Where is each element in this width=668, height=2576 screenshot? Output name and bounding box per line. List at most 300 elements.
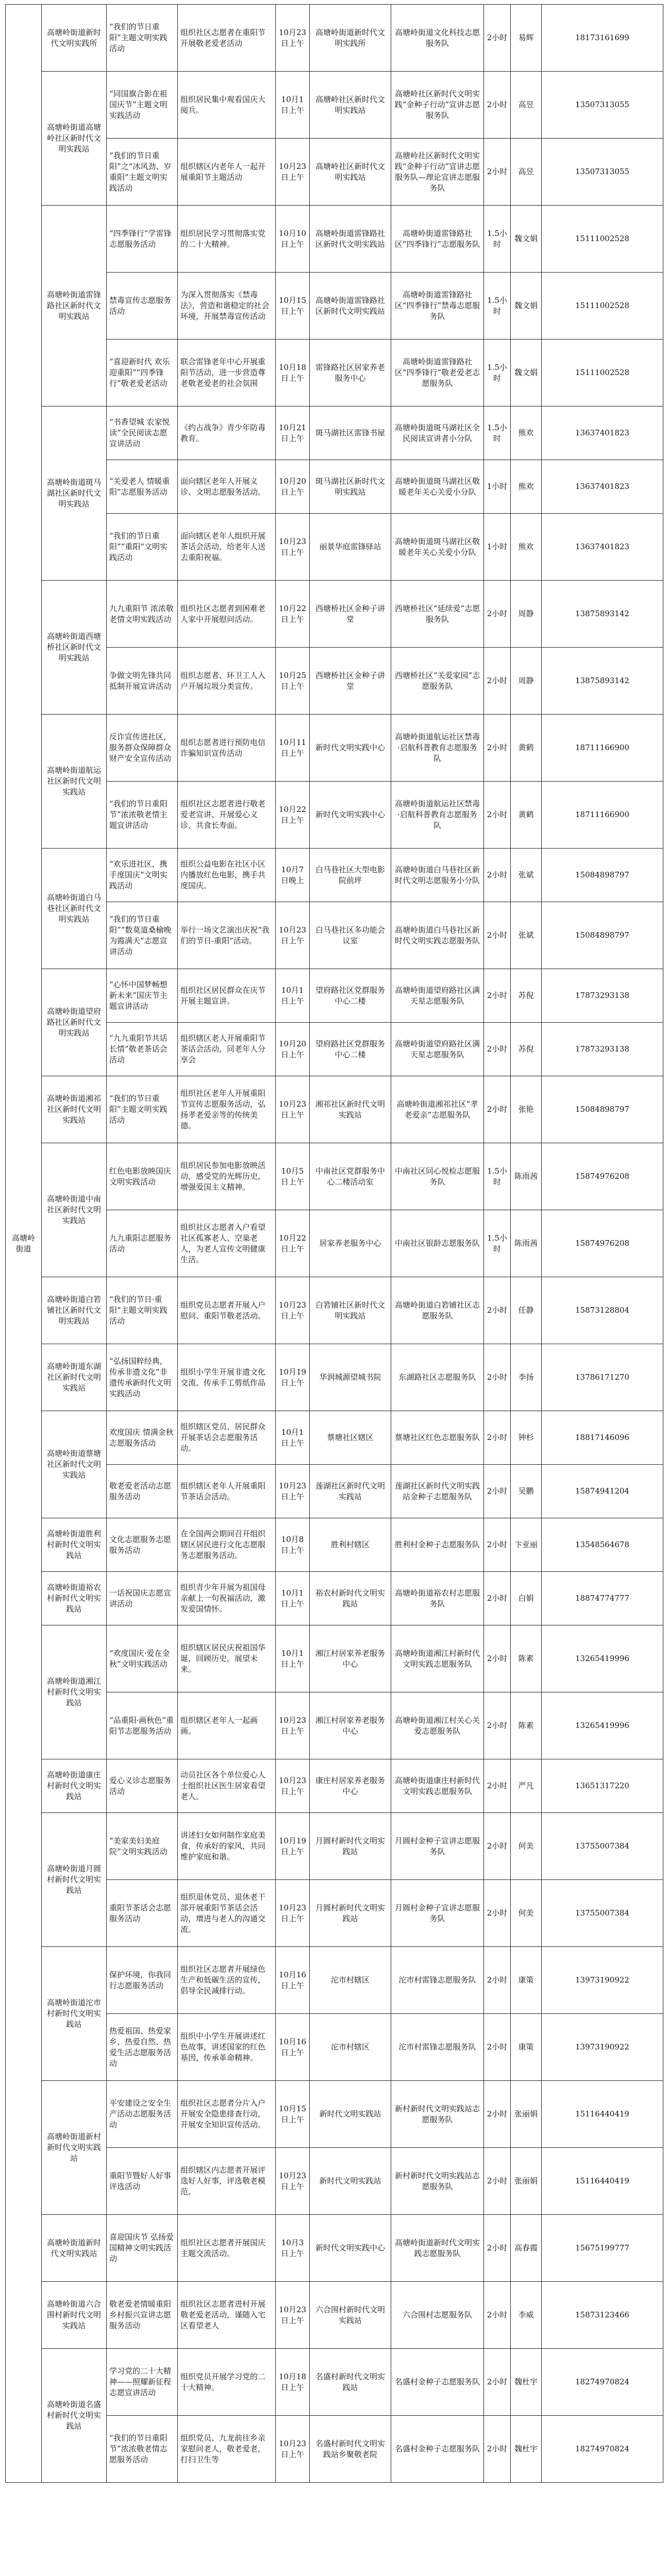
station-cell: 高塘岭街道斑马湖社区新时代文明实践站 [42,406,107,581]
contact-phone-cell: 15874941204 [542,1465,663,1518]
duration-cell: 1.5小时 [484,406,511,460]
activity-name-cell: “美家美妇美庭院”文明实践活动 [107,1813,178,1880]
activity-name-cell: 文化志愿服务志愿服务活动 [107,1518,178,1572]
activity-place-cell: 新时代文明实践站 [310,2081,391,2148]
station-cell: 高塘岭街道新时代文明实践站 [42,2215,107,2282]
activity-row [6,1411,663,1465]
activity-name-cell: “我们的节日重阳”之“冰风劲、岁重阳”主题文明实践活动 [107,139,178,206]
contact-phone-cell: 13875893142 [542,648,663,715]
activity-date-cell: 10月23日上午 [276,1277,310,1344]
contact-person-cell: 卞亚丽 [511,1518,542,1572]
activity-name-cell: 反诈宣传进社区，服务群众保障群众财产安全宣传活动 [107,715,178,782]
service-team-cell: 六合围村志愿服务队 [391,2282,484,2349]
activity-row [6,2282,663,2349]
activity-name-cell: 保护环境，你我同行志愿服务活动 [107,1947,178,2014]
contact-phone-cell: 13786171270 [542,1344,663,1411]
service-team-cell: 高塘岭街道斑马湖社区敬暖老年关心关爱小分队 [391,514,484,581]
duration-cell: 1.5小时 [484,273,511,340]
duration-cell: 2小时 [484,5,511,72]
activity-content-cell: 组织居民学习贯彻落实党的二十大精神。 [178,206,276,273]
activity-place-cell: 斑马湖社区新时代文明实践站 [310,460,391,514]
activity-date-cell: 10月25日上午 [276,648,310,715]
service-team-cell: 蔡塘社区红色志愿服务队 [391,1411,484,1465]
activity-place-cell: 湘祁社区新时代文明实践站 [310,1076,391,1143]
service-team-cell: 中南社区银龄志愿服务队 [391,1210,484,1277]
contact-person-cell: 高昱 [511,139,542,206]
activity-name-cell: “四季锋行”学雷锋志愿服务活动 [107,206,178,273]
duration-cell: 2小时 [484,581,511,648]
contact-phone-cell: 17873293138 [542,1023,663,1076]
activity-content-cell: 组织退休党员、退休老干部开展重阳节茶话会活动，增进与老人的沟通交流。 [178,1880,276,1947]
service-team-cell: 高塘岭街道斑马湖社区敬暖老年关心关爱小分队 [391,460,484,514]
activity-date-cell: 10月22日上午 [276,1210,310,1277]
duration-cell: 2小时 [484,715,511,782]
contact-phone-cell: 13637401823 [542,406,663,460]
activity-content-cell: 为深入贯彻落实《禁毒法》，营造和谐稳定的社会环境，开展禁毒宣传活动 [178,273,276,340]
duration-cell: 1小时 [484,460,511,514]
contact-phone-cell: 18817146096 [542,1411,663,1465]
activity-date-cell: 10月23日上午 [276,1759,310,1813]
duration-cell: 2小时 [484,1277,511,1344]
contact-person-cell: 熊欢 [511,460,542,514]
duration-cell: 2小时 [484,2215,511,2282]
contact-phone-cell: 13973190922 [542,2014,663,2081]
activity-place-cell: 白马巷社区大型电影院前坪 [310,849,391,902]
activity-row [6,1277,663,1344]
activity-content-cell: 组织社区志愿者进行敬老爱老宣讲、开展爱心义诊、共食长寿面。 [178,782,276,849]
contact-person-cell: 熊欢 [511,406,542,460]
contact-person-cell: 张斌 [511,849,542,902]
duration-cell: 2小时 [484,782,511,849]
duration-cell: 1.5小时 [484,1210,511,1277]
duration-cell: 1.5小时 [484,206,511,273]
contact-phone-cell: 18274970824 [542,2349,663,2416]
activity-name-cell: “我们的节日·重阳”主题文明实践活动 [107,1277,178,1344]
activity-place-cell: 月圆村新时代文明实践站 [310,1880,391,1947]
station-cell: 高塘岭街道湘祁社区新时代文明实践站 [42,1076,107,1143]
service-team-cell: 东湖路社区志愿服务队 [391,1344,484,1411]
contact-person-cell: 康策 [511,1947,542,2014]
service-team-cell: 西塘桥社区“延续爱”志愿服务队 [391,581,484,648]
duration-cell: 2小时 [484,1692,511,1759]
activity-row [6,849,663,902]
contact-phone-cell: 13637401823 [542,514,663,581]
station-cell: 高塘岭街道中南社区新时代文明实践站 [42,1143,107,1277]
activity-date-cell: 10月23日上午 [276,1465,310,1518]
contact-phone-cell: 13548564678 [542,1518,663,1572]
activity-name-cell: 敬老爱老情暖重阳 乡村振兴宣讲志愿服务活动 [107,2282,178,2349]
activity-name-cell: “欢度国庆·爱在金秋”文明实践活动 [107,1625,178,1692]
station-cell: 高塘岭街道名盛村新时代文明实践站 [42,2349,107,2483]
activity-name-cell: 平安建设之安全生产活动志愿服务活动 [107,2081,178,2148]
activity-content-cell: 组织志愿者进行预防电信诈骗知识宣传活动 [178,715,276,782]
activity-row [6,1344,663,1411]
contact-person-cell: 张斌 [511,902,542,969]
activity-name-cell: 争做文明先锋共同抵制开展宣讲活动 [107,648,178,715]
contact-person-cell: 陈雨茜 [511,1210,542,1277]
activity-name-cell: 学习党的二十大精神——照耀新征程志愿宣讲活动 [107,2349,178,2416]
activity-date-cell: 10月11日上午 [276,715,310,782]
activity-place-cell: 望府路社区党群服务中心二楼 [310,969,391,1023]
activity-place-cell: 高塘岭社区新时代文明实践站 [310,72,391,139]
contact-phone-cell: 18274970824 [542,2416,663,2483]
activity-row [6,1625,663,1692]
station-cell: 高塘岭街道沱市村新时代文明实践站 [42,1947,107,2081]
activity-place-cell: 新时代文明实践站 [310,2148,391,2215]
contact-phone-cell: 13755007384 [542,1813,663,1880]
activity-place-cell: 湘江村居家养老服务中心 [310,1692,391,1759]
service-team-cell: 西塘桥社区“关爱家园”志愿服务队 [391,648,484,715]
activity-date-cell: 10月19日上午 [276,1813,310,1880]
activity-name-cell: “关爱老人 情暖重阳”志愿服务活动 [107,460,178,514]
activity-place-cell: 高塘岭社区新时代文明实践站 [310,139,391,206]
activity-date-cell: 10月23日上午 [276,902,310,969]
service-team-cell: 中南社区同心悦检志愿服务队 [391,1143,484,1210]
activity-place-cell: 高塘岭街道雷锋路社区新时代文明实践站 [310,273,391,340]
activity-content-cell: 组织社区志愿者开展绿色生产和低碳生活的宣传，倡导全民减排行动。 [178,1947,276,2014]
contact-person-cell: 苏倪 [511,1023,542,1076]
contact-person-cell: 魏文娟 [511,273,542,340]
activity-rows [6,5,663,2483]
activity-date-cell: 10月16日上午 [276,1947,310,2014]
service-team-cell: 高塘岭街道文化科技志愿服务队 [391,5,484,72]
activity-place-cell: 白箬铺社区新时代文明实践站 [310,1277,391,1344]
service-team-cell: 月圆村金种子宣讲志愿服务队 [391,1813,484,1880]
contact-person-cell: 白娟 [511,1572,542,1625]
station-cell: 高塘岭街道西塘桥社区新时代文明实践站 [42,581,107,715]
contact-person-cell: 任静 [511,1277,542,1344]
activity-date-cell: 10月22日上午 [276,782,310,849]
contact-phone-cell: 18173161699 [542,5,663,72]
activity-name-cell: 喜迎国庆节 弘扬爱国精神文明实践活动 [107,2215,178,2282]
activity-content-cell: 组织中小学生开展讲述红色故事，讲述国家的红色基因，传承革命精神。 [178,2014,276,2081]
activity-content-cell: 组织党员志愿者开展入户慰问、重阳节敬老活动。 [178,1277,276,1344]
contact-phone-cell: 13507313055 [542,72,663,139]
activity-date-cell: 10月3日上午 [276,2215,310,2282]
activity-name-cell: “心怀中国梦畅想新未来”国庆节主题宣讲活动 [107,969,178,1023]
duration-cell: 2小时 [484,72,511,139]
activity-date-cell: 10月18日上午 [276,340,310,406]
activity-date-cell: 10月23日上午 [276,514,310,581]
station-cell: 高塘岭街道蔡塘社区新时代文明实践站 [42,1411,107,1518]
activity-name-cell: “同国旗合影在祖国庆节”主题文明实践活动 [107,72,178,139]
duration-cell: 2小时 [484,1076,511,1143]
activity-date-cell: 10月15日上午 [276,273,310,340]
district-cell: 高塘岭街道 [6,5,42,2483]
service-team-cell: 高塘岭街道白马巷社区新时代文明实践志愿服务队 [391,902,484,969]
activity-date-cell: 10月23日上午 [276,1076,310,1143]
activity-name-cell: “欢乐进社区，携手度国庆”文明实践活动 [107,849,178,902]
activity-name-cell: 敬老爱老活动志愿服务活动 [107,1465,178,1518]
activity-content-cell: 组织辖区老人开展重阳节茶话会活动，同老年人分享会 [178,1023,276,1076]
activity-date-cell: 10月23日上午 [276,2282,310,2349]
contact-person-cell: 魏文娟 [511,340,542,406]
service-team-cell: 高塘岭街道新时代文明实践志愿服务队 [391,2215,484,2282]
duration-cell: 2小时 [484,1572,511,1625]
contact-person-cell: 周静 [511,581,542,648]
service-team-cell: 名盛村金种子志愿服务队 [391,2416,484,2483]
contact-phone-cell: 15084898797 [542,1076,663,1143]
activity-date-cell: 10月21日上午 [276,406,310,460]
activity-place-cell: 湘江村居家养老服务中心 [310,1625,391,1692]
service-team-cell: 高塘岭街道望府路社区满天星志愿服务队 [391,969,484,1023]
activity-date-cell: 10月23日上午 [276,1880,310,1947]
activity-row [6,969,663,1023]
service-team-cell: 高塘岭街道康庄村新时代文明实践志愿服务队 [391,1759,484,1813]
activity-content-cell: 组织社区老年人开展重阳节宣传志愿服务活动，弘扬孝老爱亲等的传统美德。 [178,1076,276,1143]
contact-person-cell: 陈素 [511,1692,542,1759]
duration-cell: 2小时 [484,1518,511,1572]
activity-date-cell: 10月1日上午 [276,1411,310,1465]
contact-phone-cell: 13755007384 [542,1880,663,1947]
duration-cell: 2小时 [484,2081,511,2148]
service-team-cell: 莲湖社区新时代文明实践站金种子志愿服务队 [391,1465,484,1518]
contact-person-cell: 何美 [511,1813,542,1880]
duration-cell: 2小时 [484,2014,511,2081]
duration-cell: 2小时 [484,1465,511,1518]
contact-person-cell: 陈雨茜 [511,1143,542,1210]
activity-date-cell: 10月22日上午 [276,581,310,648]
activity-row [6,206,663,273]
activity-place-cell: 康庄村居家养老服务中心 [310,1759,391,1813]
contact-phone-cell: 15111002528 [542,273,663,340]
duration-cell: 2小时 [484,1023,511,1076]
service-team-cell: 高塘岭街道白箬铺社区志愿服务队 [391,1277,484,1344]
activity-row [6,1759,663,1813]
activity-name-cell: 九九重阳志愿服务活动 [107,1210,178,1277]
service-team-cell: 高塘岭街道湘江村关心关爱志愿服务队 [391,1692,484,1759]
activity-place-cell: 华润城源望城书院 [310,1344,391,1411]
activity-row [6,1076,663,1143]
activity-content-cell: 组织辖区党员、居民群众开展茶话会志愿服务活动。 [178,1411,276,1465]
contact-phone-cell: 13973190922 [542,1947,663,2014]
duration-cell: 1.5小时 [484,1143,511,1210]
contact-person-cell: 陈素 [511,1625,542,1692]
activity-place-cell: 丽景华庭雷锋驿站 [310,514,391,581]
contact-phone-cell: 15675199777 [542,2215,663,2282]
activity-place-cell: 高塘岭街道雷锋路社区新时代文明实践站 [310,206,391,273]
duration-cell: 2小时 [484,2282,511,2349]
activity-content-cell: 组织居民参加电影放映活动，感受党的光辉历史，增强爱国主义精神。 [178,1143,276,1210]
contact-person-cell: 何美 [511,1880,542,1947]
service-team-cell: 月圆村金种子宣讲志愿服务队 [391,1880,484,1947]
activity-row [6,1143,663,1210]
duration-cell: 2小时 [484,1880,511,1947]
contact-person-cell: 高昱 [511,72,542,139]
activity-row [6,2215,663,2282]
contact-phone-cell: 15084898797 [542,849,663,902]
duration-cell: 2小时 [484,902,511,969]
activity-place-cell: 中南社区党群服务中心二楼活动室 [310,1143,391,1210]
duration-cell: 2小时 [484,1411,511,1465]
contact-person-cell: 张丽娟 [511,2148,542,2215]
activity-name-cell: 红色电影放映国庆文明实践活动 [107,1143,178,1210]
activity-place-cell: 六合围村新时代文明实践站 [310,2282,391,2349]
station-cell: 高塘岭街道胜利村新时代文明实践站 [42,1518,107,1572]
station-cell: 高塘岭街道雷锋路社区新时代文明实践站 [42,206,107,406]
activity-row [6,5,663,72]
activity-date-cell: 10月1日上午 [276,969,310,1023]
activity-row [6,2081,663,2148]
activity-content-cell: 组织辖区内志愿者开展评选好人好事，评选敬老模范。 [178,2148,276,2215]
duration-cell: 2小时 [484,2148,511,2215]
activity-name-cell: “九九重阳节共话长情”敬老茶话会活动 [107,1023,178,1076]
activity-date-cell: 10月23日上午 [276,5,310,72]
activity-name-cell: “我们的节日重阳”“数莫道桑榆晚为霞满天”志愿宣讲活动 [107,902,178,969]
activity-name-cell: “我们的节日重阳”主题文明实践活动 [107,5,178,72]
contact-phone-cell: 13637401823 [542,460,663,514]
station-cell: 高塘岭街道新时代文明实践所 [42,5,107,72]
activity-content-cell: 《约占战争》青少年防毒教育。 [178,406,276,460]
activity-content-cell: 组织辖区老年人一起画画。 [178,1692,276,1759]
service-team-cell: 高塘岭街道裕农村志愿服务队 [391,1572,484,1625]
station-cell: 高塘岭街道六合围村新时代文明实践站 [42,2282,107,2349]
contact-person-cell: 张艳 [511,1076,542,1143]
contact-phone-cell: 13651317220 [542,1759,663,1813]
activity-schedule-table [5,4,663,2483]
activity-name-cell: “我们的节日重阳节”浓浓敬老情志愿服务活动 [107,2416,178,2483]
contact-person-cell: 钟杉 [511,1411,542,1465]
activity-content-cell: 组织志愿者、环卫工人入户开展垃圾分类宣传。 [178,648,276,715]
service-team-cell: 高塘岭街道航运社区禁毒·启航科普教育志愿服务队 [391,782,484,849]
activity-date-cell: 10月19日上午 [276,1344,310,1411]
activity-name-cell: 欢度国庆 情满金秋志愿服务活动 [107,1411,178,1465]
service-team-cell: 高塘岭街道湘祁社区“孝老爱亲”志愿服务队 [391,1076,484,1143]
activity-place-cell: 高塘岭街道新时代文明实践所 [310,5,391,72]
activity-row [6,1518,663,1572]
activity-date-cell: 10月8日上午 [276,1518,310,1572]
activity-place-cell: 西塘桥社区金种子讲堂 [310,581,391,648]
station-cell: 高塘岭街道高塘岭社区新时代文明实践站 [42,72,107,206]
contact-person-cell: 严凡 [511,1759,542,1813]
activity-date-cell: 10月10日上午 [276,206,310,273]
contact-person-cell: 熊欢 [511,514,542,581]
service-team-cell: 新村新时代文明实践站志愿服务队 [391,2148,484,2215]
station-cell: 高塘岭街道航运社区新时代文明实践站 [42,715,107,849]
activity-date-cell: 10月18日上午 [276,2349,310,2416]
station-cell: 高塘岭街道新村新时代文明实践站 [42,2081,107,2215]
activity-place-cell: 沱市村辖区 [310,1947,391,2014]
contact-phone-cell: 15111002528 [542,340,663,406]
activity-name-cell: “喜迎新时代 欢乐迎重阳”“四季锋行”敬老爱老活动 [107,340,178,406]
contact-phone-cell: 15874976208 [542,1210,663,1277]
activity-place-cell: 莲湖社区新时代文明实践站 [310,1465,391,1518]
duration-cell: 2小时 [484,1759,511,1813]
activity-content-cell: 组织党员、九龙前往乡亲家慰问老人，敬老爱老，打扫卫生等 [178,2416,276,2483]
activity-place-cell: 月圆村新时代文明实践站 [310,1813,391,1880]
station-cell: 高塘岭街道康庄村新时代文明实践站 [42,1759,107,1813]
contact-person-cell: 张丽娟 [511,2081,542,2148]
activity-date-cell: 10月5日上午 [276,1143,310,1210]
station-cell: 高塘岭街道望府路社区新时代文明实践站 [42,969,107,1076]
station-cell: 高塘岭街道东湖社区新时代文明实践站 [42,1344,107,1411]
contact-person-cell: 周静 [511,648,542,715]
activity-place-cell: 新时代文明实践中心 [310,715,391,782]
activity-row [6,1572,663,1625]
contact-person-cell: 康策 [511,2014,542,2081]
contact-phone-cell: 15874976208 [542,1143,663,1210]
duration-cell: 1小时 [484,514,511,581]
service-team-cell: 高塘岭街道雷锋路社区“四季锋行”志愿服务队 [391,206,484,273]
activity-place-cell: 西塘桥社区金种子讲堂 [310,648,391,715]
contact-person-cell: 易辉 [511,5,542,72]
activity-content-cell: 组织社区居民群众在庆节开展主题宣讲。 [178,969,276,1023]
contact-phone-cell: 15873128804 [542,1277,663,1344]
activity-place-cell: 新时代文明实践中心 [310,2215,391,2282]
activity-content-cell: 组织辖区老年人开展重阳节茶话会活动。 [178,1465,276,1518]
contact-person-cell: 苏倪 [511,969,542,1023]
contact-phone-cell: 15116440419 [542,2148,663,2215]
service-team-cell: 高塘岭街道斑马湖社区全民阅读宣讲者小分队 [391,406,484,460]
activity-place-cell: 蔡塘社区辖区 [310,1411,391,1465]
contact-phone-cell: 15084898797 [542,902,663,969]
activity-date-cell: 10月23日上午 [276,2416,310,2483]
contact-person-cell: 吴鹏 [511,1465,542,1518]
activity-row [6,72,663,139]
station-cell: 高塘岭街道湘江村新时代文明实践站 [42,1625,107,1759]
activity-name-cell: 禁毒宣传志愿服务活动 [107,273,178,340]
activity-place-cell: 沱市村辖区 [310,2014,391,2081]
activity-content-cell: 组织社区志愿者分片入户开展安全隐患排查行动，开展安全知识宣传活动。 [178,2081,276,2148]
service-team-cell: 高塘岭社区新时代文明实践“金种子行动”宣讲志愿服务队 [391,72,484,139]
activity-content-cell: 组织社区志愿者入户看望社区孤寡老人、空巢老人，为老人宣传文明健康生活。 [178,1210,276,1277]
contact-phone-cell: 18711166900 [542,782,663,849]
activity-row [6,1947,663,2014]
activity-row [6,1813,663,1880]
service-team-cell: 高塘岭社区新时代文明实践“金种子行动”宣讲志愿服务队—理论宣讲志愿服务队 [391,139,484,206]
service-team-cell: 名盛村金种子志愿服务队 [391,2349,484,2416]
contact-person-cell: 李扬 [511,1344,542,1411]
activity-name-cell: “我们的节日重阳节”浓浓敬老情主题宣讲活动 [107,782,178,849]
contact-phone-cell: 15111002528 [542,206,663,273]
duration-cell: 2小时 [484,969,511,1023]
contact-phone-cell: 18711166900 [542,715,663,782]
activity-row [6,406,663,460]
activity-content-cell: 组织青少年开展为祖国母亲献上一句祝福活动，激发爱国情怀。 [178,1572,276,1625]
activity-place-cell: 白马巷社区多功能会议室 [310,902,391,969]
activity-content-cell: 面向辖区老年人组织开展茶话会活动，给老年人送去重阳祝福。 [178,514,276,581]
contact-phone-cell: 17873293138 [542,969,663,1023]
activity-date-cell: 10月7日晚上 [276,849,310,902]
duration-cell: 2小时 [484,1947,511,2014]
activity-name-cell: “弘扬国粹经典，传承非遗文化”非遗传承新时代文明实践活动 [107,1344,178,1411]
duration-cell: 2小时 [484,1344,511,1411]
activity-place-cell: 居家养老服务中心 [310,1210,391,1277]
service-team-cell: 高塘岭街道白马巷社区新时代文明志愿服务小分队 [391,849,484,902]
activity-date-cell: 10月1日上午 [276,1625,310,1692]
activity-date-cell: 10月23日上午 [276,139,310,206]
service-team-cell: 高塘岭街道航运社区禁毒·启航科普教育志愿服务队 [391,715,484,782]
service-team-cell: 胜利村金种子志愿服务队 [391,1518,484,1572]
contact-phone-cell: 15116440419 [542,2081,663,2148]
activity-content-cell: 动员社区各个单位爱心人士组织社区医生居家看望老人。 [178,1759,276,1813]
contact-phone-cell: 15873123466 [542,2282,663,2349]
duration-cell: 2小时 [484,1813,511,1880]
activity-content-cell: 组织辖区居民庆祝祖国华诞，回顾历史，展望未来。 [178,1625,276,1692]
activity-name-cell: 重阳节暨好人好事评选活动 [107,2148,178,2215]
activity-content-cell: 组织社区志愿者开展国庆主题交流活动。 [178,2215,276,2282]
service-team-cell: 高塘岭街道湘江村新时代文明实践志愿服务队 [391,1625,484,1692]
service-team-cell: 高塘岭街道雷锋路社区“四季锋行”敬老爱老志愿服务队 [391,340,484,406]
activity-content-cell: 在全国两会期间召开组织辖区居民进行文化志愿服务志愿服务活动。 [178,1518,276,1572]
contact-person-cell: 魏文娟 [511,206,542,273]
duration-cell: 1.5小时 [484,340,511,406]
activity-name-cell: “书香望城 农家悦读”全民阅读志愿宣讲活动 [107,406,178,460]
activity-name-cell: “我们的节日重阳”主题文明实践活动 [107,1076,178,1143]
duration-cell: 2小时 [484,139,511,206]
activity-date-cell: 10月23日上午 [276,2148,310,2215]
activity-date-cell: 10月23日上午 [276,1692,310,1759]
